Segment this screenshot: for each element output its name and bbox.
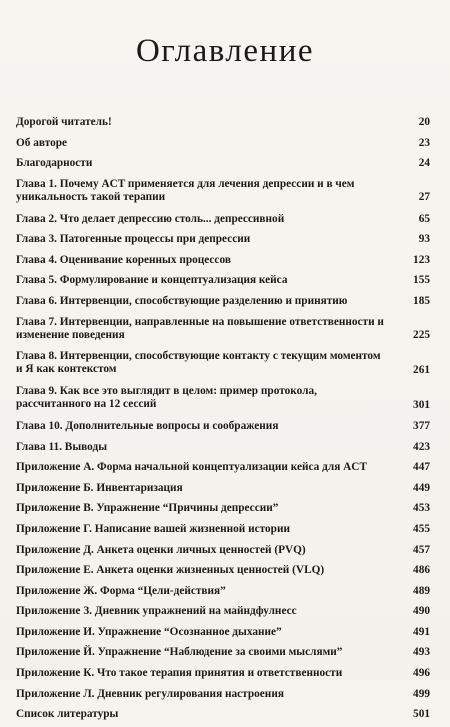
toc-entry-page: 501 bbox=[413, 708, 430, 721]
toc-entry-title: Приложение Л. Дневник регулирования настроения bbox=[16, 687, 284, 700]
toc-entry bbox=[16, 211, 430, 232]
toc-entry bbox=[16, 293, 430, 314]
toc-entry bbox=[16, 706, 430, 727]
toc-entry-page: 24 bbox=[418, 157, 430, 170]
toc-entry bbox=[16, 644, 430, 665]
toc-entry-page: 447 bbox=[413, 461, 430, 474]
toc-entry bbox=[16, 439, 430, 460]
toc-entry-page: 489 bbox=[413, 584, 430, 597]
toc-entry bbox=[16, 624, 430, 645]
toc-entry bbox=[16, 583, 430, 604]
toc-entry bbox=[16, 231, 430, 252]
toc-entry-title: Приложение Й. Упражнение “Наблюдение за своими мыслями” bbox=[16, 646, 343, 659]
toc-entry bbox=[16, 314, 430, 349]
toc-entry-title: Приложение Г. Написание вашей жизненной истории bbox=[16, 522, 290, 535]
toc-entry-title: Глава 8. Интервенции, способствующие контакту с текущим моментом и Я как контекстом bbox=[16, 350, 381, 376]
toc-entry-page: 455 bbox=[413, 522, 430, 535]
page-title: Оглавление bbox=[135, 33, 315, 69]
toc-entry-title: Приложение Д. Анкета оценки личных ценностей (PVQ) bbox=[16, 543, 306, 556]
toc-entry-title: Приложение И. Упражнение “Осознанное дыхание” bbox=[16, 625, 282, 638]
toc-entry bbox=[16, 418, 430, 439]
toc-entry-page: 261 bbox=[413, 363, 430, 376]
toc-entry-title: Приложение Б. Инвентаризация bbox=[16, 481, 183, 494]
toc-entry bbox=[16, 383, 430, 418]
toc-entry-title: Приложение А. Форма начальной концептуализации кейса для ACT bbox=[16, 461, 367, 474]
toc-entry bbox=[16, 542, 430, 563]
toc-entry-title: Об авторе bbox=[16, 136, 68, 149]
toc-entry-title: Приложение З. Дневник упражнений на майндфулнесс bbox=[16, 605, 297, 618]
toc-entry-page: 155 bbox=[413, 274, 430, 287]
toc-entry bbox=[16, 348, 430, 383]
toc-entry-page: 449 bbox=[413, 481, 430, 494]
toc-entry bbox=[16, 562, 430, 583]
toc-entry-title: Приложение В. Упражнение “Причины депрессии” bbox=[16, 502, 279, 515]
toc-entry-title: Глава 5. Формулирование и концептуализация кейса bbox=[16, 274, 288, 287]
toc-entry-title: Глава 6. Интервенции, способствующие разделению и принятию bbox=[16, 294, 348, 307]
toc-entry bbox=[16, 114, 430, 135]
toc-entry bbox=[16, 459, 430, 480]
toc-entry-page: 493 bbox=[413, 646, 430, 659]
toc-entry-title: Глава 11. Выводы bbox=[16, 440, 108, 453]
toc-entry-title: Приложение Ж. Форма “Цели-действия” bbox=[16, 584, 226, 597]
toc-entry-page: 301 bbox=[413, 398, 430, 411]
toc-entry-page: 185 bbox=[413, 294, 430, 307]
toc-entry bbox=[16, 252, 430, 273]
toc-entry-title: Глава 10. Дополнительные вопросы и соображения bbox=[16, 419, 279, 432]
toc-entry bbox=[16, 603, 430, 624]
toc-entry bbox=[16, 155, 430, 176]
toc-entry-title: Глава 3. Патогенные процессы при депрессии bbox=[16, 233, 251, 246]
toc-entry bbox=[16, 480, 430, 501]
toc-entry-title: Глава 1. Почему ACT применяется для лечения депрессии и в чем уникальность такой терапии bbox=[16, 177, 355, 203]
toc-entry bbox=[16, 500, 430, 521]
toc-entry-page: 490 bbox=[413, 605, 430, 618]
toc-entry-page: 499 bbox=[413, 687, 430, 700]
toc-entry bbox=[16, 176, 430, 211]
toc-entry-page: 93 bbox=[418, 233, 430, 246]
toc-entry-page: 27 bbox=[418, 191, 430, 204]
toc-entry-title: Приложение К. Что такое терапия принятия и ответственности bbox=[16, 667, 343, 680]
toc-entry-page: 486 bbox=[413, 564, 430, 577]
toc-entry-page: 123 bbox=[413, 253, 430, 266]
toc-entry-page: 23 bbox=[418, 136, 430, 149]
toc-entry-page: 457 bbox=[413, 543, 430, 556]
toc-entry-title: Глава 4. Оценивание коренных процессов bbox=[16, 253, 231, 266]
toc-entry-page: 453 bbox=[413, 502, 430, 515]
toc-entry-page: 423 bbox=[413, 440, 430, 453]
toc-entry bbox=[16, 686, 430, 707]
table-of-contents bbox=[16, 114, 430, 727]
toc-entry bbox=[16, 272, 430, 293]
toc-entry-title: Список литературы bbox=[16, 708, 119, 721]
toc-entry bbox=[16, 521, 430, 542]
toc-entry-page: 20 bbox=[418, 116, 430, 128]
toc-entry-page: 225 bbox=[413, 329, 430, 342]
toc-entry-title: Глава 2. Что делает депрессию столь... депрессивной bbox=[16, 212, 285, 225]
toc-entry-page: 65 bbox=[418, 212, 430, 225]
toc-entry bbox=[16, 135, 430, 156]
toc-entry-title: Глава 9. Как все это выглядит в целом: пример протокола, рассчитанного на 12 сессий bbox=[16, 385, 317, 411]
toc-entry bbox=[16, 665, 430, 686]
toc-entry-page: 491 bbox=[413, 625, 430, 638]
toc-entry-title: Приложение Е. Анкета оценки жизненных ценностей (VLQ) bbox=[16, 564, 325, 577]
toc-entry-page: 377 bbox=[413, 419, 430, 432]
toc-entry-title: Благодарности bbox=[16, 157, 93, 170]
toc-entry-title: Глава 7. Интервенции, направленные на повышение ответственности и изменение поведения bbox=[16, 315, 384, 341]
toc-entry-page: 496 bbox=[413, 667, 430, 680]
toc-entry-title: Дорогой читатель! bbox=[16, 116, 112, 128]
